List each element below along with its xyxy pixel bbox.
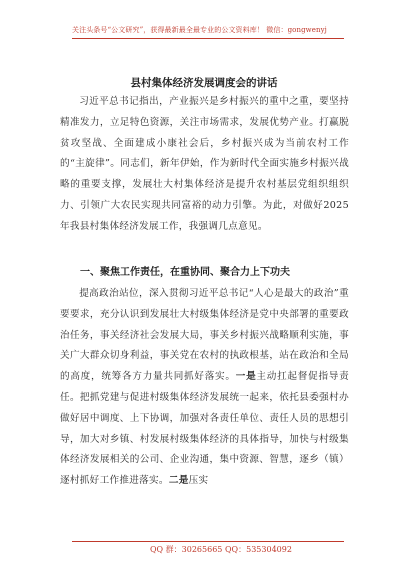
- section-heading-1: 一、聚焦工作责任，在重协同、聚合力上下功夫: [80, 267, 290, 278]
- bottom-divider: [72, 541, 344, 542]
- footer-qq: QQ：535304092: [225, 545, 292, 554]
- document-title: 县村集体经济发展调度会的讲话: [130, 77, 278, 89]
- point-two-marker: 二是: [168, 475, 189, 487]
- point-one-marker: 一是: [235, 371, 257, 383]
- footer-qq-group: QQ 群：30265665: [150, 545, 223, 554]
- section-1-paragraph: [60, 284, 349, 492]
- section-1-text-end: 压实: [188, 475, 209, 487]
- top-divider: [72, 38, 344, 39]
- intro-paragraph: 习近平总书记指出，产业振兴是乡村振兴的重中之重，要坚持精准发力，立足特色资源，关注市场需求，发展优势产业。打赢脱贫攻坚战、全面建成小康社会后，乡村振兴成为当前农村工作的“主旋律”。同志们，新年伊始，作为新时代全面实施乡村振兴战略的重要支撑，发展壮大村集体经济是提升农村基层党组织组织力、引领广大农民实现共同富裕的动力引擎。为此，对做好2025年我县村集体经济发展工作，我强调几点意见。: [60, 96, 349, 232]
- top-banner: 关注头条号“公文研究”，获得最新最全最专业的公文资料库！ 微信：gongwenyj: [72, 26, 327, 34]
- section-1-text-start: 提高政治站位，深入贯彻习近平总书记“人心是最大的政治”重要要求，充分认识到发展壮大村级集体经济是党中央部署的重要政治任务，事关经济社会发展大局，事关乡村振兴战略顺利实施，事关广大群众切身利益，事关党在农村的执政根基，站在政治和全局的高度，统筹各方力量共同抓好落实。: [60, 288, 349, 383]
- section-1-text-mid: 主动扛起督促指导责任。把抓党建与促进村级集体经济发展统一起来，依托县委强村办做好居中调度、上下协调，加强对各责任单位、责任人员的思想引导，加大对乡镇、村发展村级集体经济的具体指导，加快与村级集体经济发展相关的公司、企业沟通，集中资源、智慧，逐乡（镇）逐村抓好工作推进落实。: [60, 371, 350, 487]
